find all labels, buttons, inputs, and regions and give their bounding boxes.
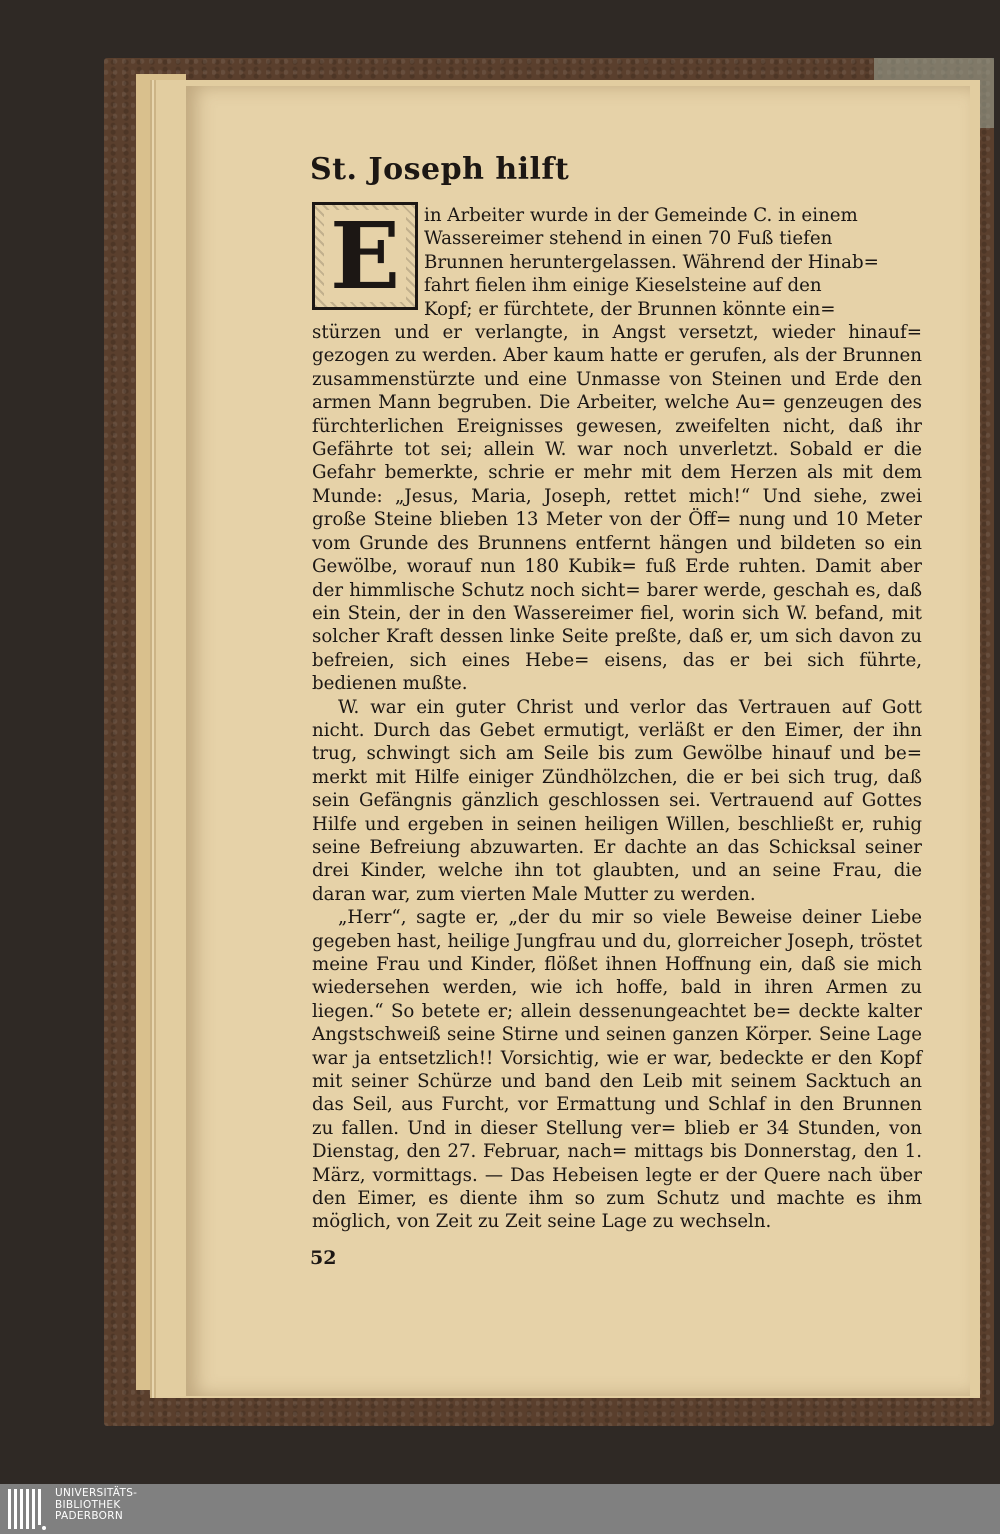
page-number: 52: [310, 1247, 337, 1269]
paragraph-3: „Herr“, sagte er, „der du mir so viele Beweise deiner Liebe gegeben hast, heilige Jungfrau und du, glorreicher Joseph, tröstet meine Frau und Kinder, flößet ihnen Hoffnung ein, daß sie mich wiedersehen werden, wie ich hoffe, bald in ihren Armen zu liegen.“ So betete er; allein dessenungeachtet be= deckte kalter Angstschweiß seine Stirne und seinen ganzen Körper. Seine Lage war ja entsetzlich!! Vorsichtig, wie er war, bedeckte er den Kopf mit seiner Schürze und band den Leib mit seinem Sacktuch an das Seil, aus Furcht, vor Ermattung und Schlaf in den Brunnen zu fallen. Und in dieser Stellung ver= blieb er 34 Stunden, von Dienstag, den 27. Februar, nach= mittags bis Donnerstag, den 1. März, vormittags. — Das Hebeisen legte er der Quere nach über den Eimer, es diente ihm so zum Schutz und machte es ihm möglich, von Zeit zu Zeit seine Lage zu wechseln.: [312, 907, 922, 1233]
intro-line: Kopf; er fürchtete, der Brunnen könnte ein=: [424, 298, 836, 320]
library-name-line-1: UNIVERSITÄTS-: [55, 1487, 138, 1499]
intro-lines: [424, 204, 922, 321]
intro-line: in Arbeiter wurde in der Gemeinde C. in einem: [424, 205, 858, 226]
page-title: St. Joseph hilft: [310, 152, 570, 187]
paragraph-1: stürzen und er verlangte, in Angst versetzt, wieder hinauf= gezogen zu werden. Aber kaum hatte er gerufen, als der Brunnen zusammenstürzte und eine Unmasse von Steinen und Erde den armen Mann begruben. Die Arbeiter, welche Au= genzeugen des fürchterlichen Ereignisses gewesen, zweifelten nicht, daß ihr Gefährte tot sei; allein W. war noch unverletzt. Sobald er die Gefahr bemerkte, schrie er mehr mit dem Herzen als mit dem Munde: „Jesus, Maria, Joseph, rettet mich!“ Und siehe, zwei große Steine blieben 13 Meter von der Öff= nung und 10 Meter vom Grunde des Brunnens entfernt hängen und bildeten so ein Gewölbe, worauf nun 180 Kubik= fuß Erde ruhten. Damit aber der himmlische Schutz noch sicht= barer werde, geschah es, daß ein Stein, der in den Wassereimer fiel, worin sich W. befand, mit solcher Kraft dessen linke Seite preßte, daß er, um sich davon zu befreien, sich eines Hebe= eisens, das er bei sich führte, bedienen mußte.: [312, 322, 922, 695]
library-name-line-2: BIBLIOTHEK: [55, 1498, 121, 1511]
initial-letter: E: [324, 210, 406, 302]
intro-line: Brunnen heruntergelassen. Während der Hinab=: [424, 251, 879, 273]
library-logo-icon: [6, 1487, 46, 1531]
library-name-line-3: PADERBORN: [55, 1510, 123, 1522]
intro-line: fahrt fielen ihm einige Kieselsteine auf den: [424, 275, 822, 297]
library-footer: [0, 1484, 1000, 1534]
library-name: [55, 1488, 137, 1523]
article-body: [312, 204, 922, 1234]
paragraph-2: W. war ein guter Christ und verlor das Vertrauen auf Gott nicht. Durch das Gebet ermutigt, verläßt er den Eimer, der ihn trug, schwingt sich am Seile bis zum Gewölbe hinauf und be= merkt mit Hilfe einiger Zündhölzchen, die er bei sich trug, daß sein Gefängnis gänzlich geschlossen sei. Vertrauend auf Gottes Hilfe und ergeben in seinen heiligen Willen, beschließt er, ruhig seine Befreiung abzuwarten. Er dachte an das Schicksal seiner drei Kinder, welche ihn tot glaubten, und an seine Frau, die daran war, zum vierten Male Mutter zu werden.: [312, 696, 922, 905]
intro-line: Wassereimer stehend in einen 70 Fuß tiefen: [424, 228, 833, 250]
